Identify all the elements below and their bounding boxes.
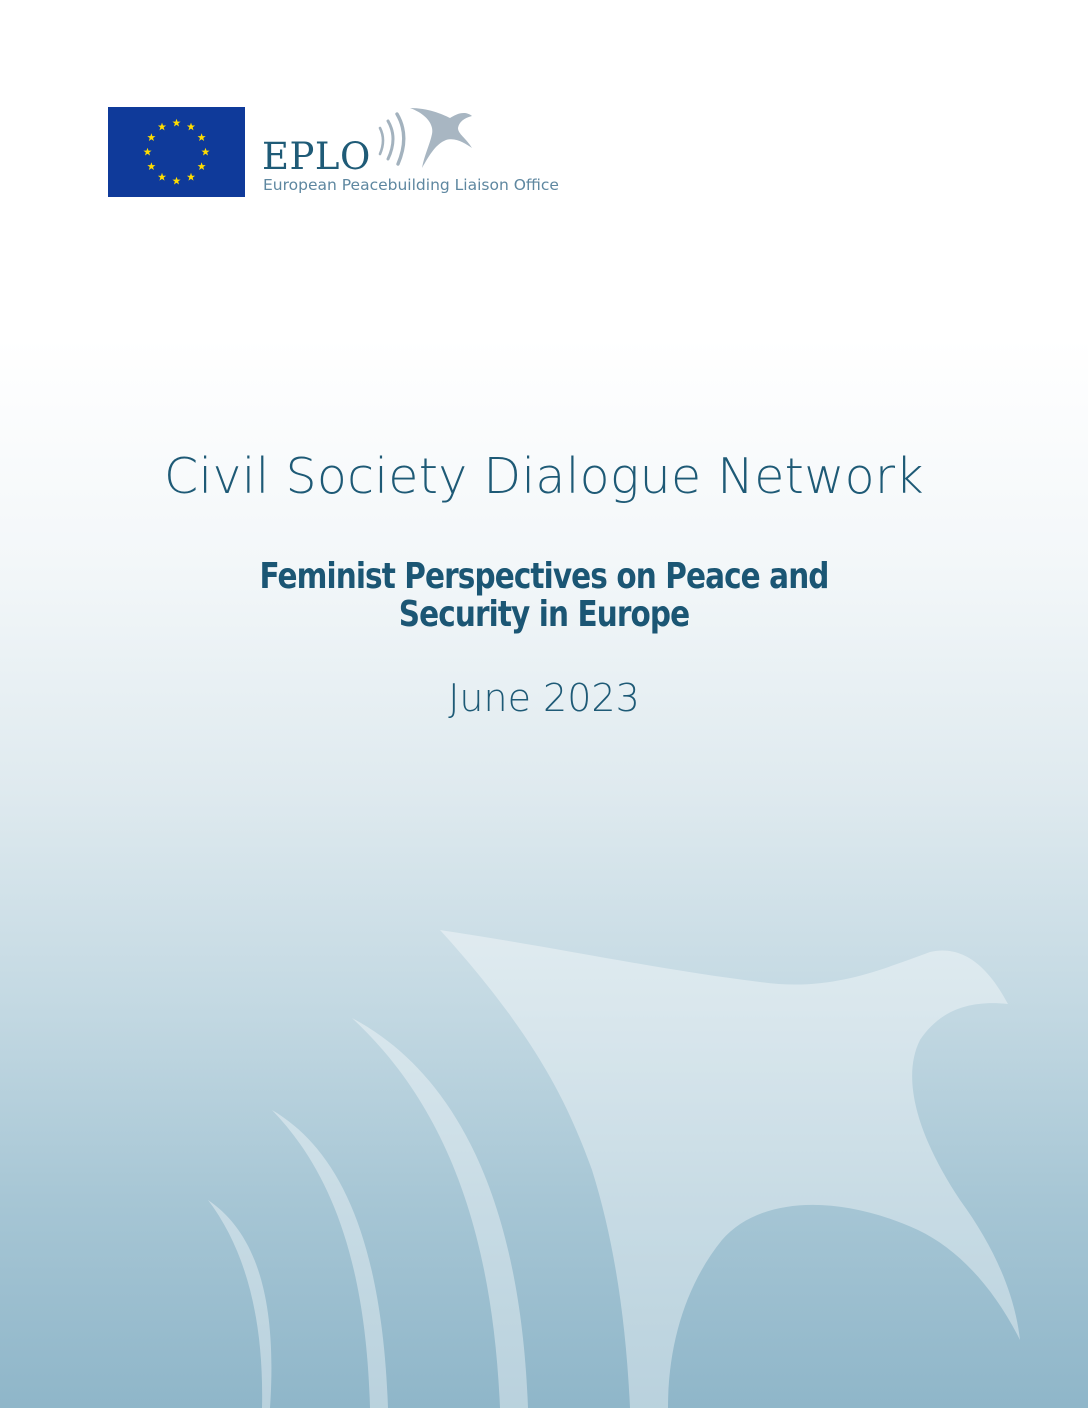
network-title: Civil Society Dialogue Network	[164, 448, 924, 505]
report-title: Feminist Perspectives on Peace and Security in Europe	[259, 556, 829, 636]
dove-watermark-icon	[0, 900, 1088, 1408]
eu-star-icon	[198, 133, 206, 141]
eu-star-icon	[187, 123, 195, 131]
eu-star-icon	[147, 162, 155, 170]
eu-star-icon	[187, 173, 195, 181]
eu-star-icon	[201, 148, 209, 156]
eplo-logo	[262, 104, 572, 204]
eu-star-icon	[198, 162, 206, 170]
eu-star-icon	[172, 119, 180, 127]
eu-flag-icon	[108, 107, 245, 197]
eu-star-icon	[143, 148, 151, 156]
eplo-full-name: European Peacebuilding Liaison Office	[263, 176, 559, 194]
eu-star-icon	[158, 123, 166, 131]
eu-star-icon	[158, 173, 166, 181]
dove-icon	[366, 104, 476, 170]
eu-star-icon	[172, 177, 180, 185]
report-date: June 2023	[448, 676, 640, 720]
eplo-acronym: EPLO	[262, 135, 371, 178]
eu-star-icon	[147, 133, 155, 141]
